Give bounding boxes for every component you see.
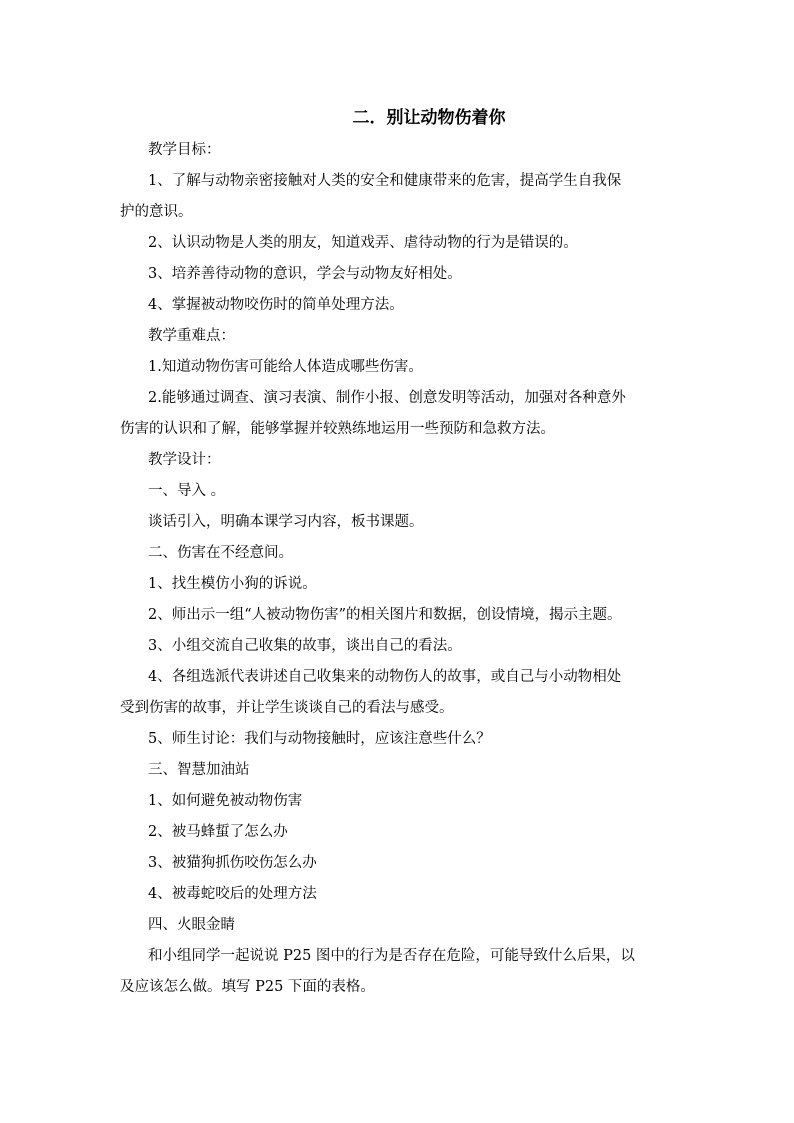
paragraph-continuation: 护的意识。 [120,204,193,220]
paragraph: 4、各组选派代表讲述自己收集来的动物伤人的故事，或自己与小动物相处 [148,669,622,685]
paragraph: 2.能够通过调查、演习表演、制作小报、创意发明等活动，加强对各种意外 [148,390,626,406]
paragraph: 4、掌握被动物咬伤时的简单处理方法。 [148,297,404,313]
paragraph: 一、导入 。 [148,483,226,499]
page-title: 二．别让动物伤着你 [352,108,506,128]
paragraph: 4、被毒蛇咬后的处理方法 [148,886,317,902]
paragraph: 三、智慧加油站 [148,762,250,778]
paragraph: 1、找生模仿小狗的诉说。 [148,576,317,592]
paragraph: 教学目标： [148,142,221,158]
paragraph: 2、认识动物是人类的朋友，知道戏弄、虐待动物的行为是错误的。 [148,235,578,251]
paragraph: 教学重难点： [148,328,235,344]
paragraph: 1.知道动物伤害可能给人体造成哪些伤害。 [148,359,423,375]
paragraph: 教学设计： [148,452,221,468]
paragraph: 1、如何避免被动物伤害 [148,793,303,809]
paragraph-list [120,135,686,1003]
paragraph-continuation: 受到伤害的故事，并让学生谈谈自己的看法与感受。 [120,700,454,716]
paragraph: 2、师出示一组“人被动物伤害”的相关图片和数据，创设情境，揭示主题。 [148,607,622,623]
paragraph: 1、了解与动物亲密接触对人类的安全和健康带来的危害，提高学生自我保 [148,173,622,189]
paragraph: 3、小组交流自己收集的故事，谈出自己的看法。 [148,638,462,654]
paragraph: 和小组同学一起说说 P25 图中的行为是否存在危险，可能导致什么后果，以 [148,948,635,964]
paragraph: 2、被马蜂蜇了怎么办 [148,824,288,840]
document-body [120,103,686,1003]
paragraph: 3、被猫狗抓伤咬伤怎么办 [148,855,317,871]
paragraph: 谈话引入，明确本课学习内容，板书课题。 [148,514,424,530]
paragraph: 3、培养善待动物的意识，学会与动物友好相处。 [148,266,462,282]
paragraph: 四、火眼金睛 [148,917,235,933]
paragraph: 5、师生讨论：我们与动物接触时，应该注意些什么？ [148,731,491,747]
paragraph: 二、伤害在不经意间。 [148,545,293,561]
paragraph-continuation: 及应该怎么做。填写 P25 下面的表格。 [120,979,375,995]
paragraph-continuation: 伤害的认识和了解，能够掌握并较熟练地运用一些预防和急救方法。 [120,421,555,437]
